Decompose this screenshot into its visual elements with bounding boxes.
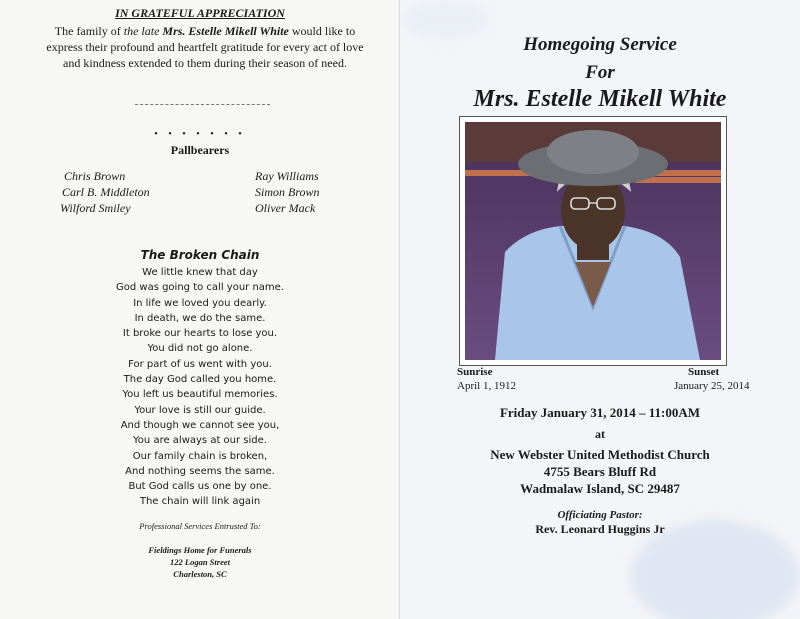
poem-line: In life we loved you dearly. bbox=[133, 297, 267, 309]
funeral-home-street: 122 Logan Street bbox=[170, 557, 230, 567]
poem-line: The day God called you home. bbox=[123, 374, 277, 386]
funeral-home-block bbox=[0, 544, 400, 580]
pallbearers-list-right bbox=[255, 168, 320, 216]
poem-line: But God calls us one by one. bbox=[128, 481, 272, 493]
church-name: New Webster United Methodist Church bbox=[490, 447, 710, 462]
pallbearer-name: Chris Brown bbox=[64, 169, 126, 183]
at-label: at bbox=[595, 427, 605, 441]
poem-body bbox=[0, 265, 400, 510]
sunset-label: Sunset bbox=[688, 366, 720, 378]
poem-line: We little knew that day bbox=[142, 267, 258, 278]
poem-line: For part of us went with you. bbox=[128, 358, 272, 370]
funeral-home-city: Charleston, SC bbox=[173, 569, 227, 579]
pastor-name: Rev. Leonard Huggins Jr bbox=[535, 522, 665, 536]
portrait-photo bbox=[459, 116, 727, 366]
professional-services-label: Professional Services Entrusted To: bbox=[139, 521, 261, 531]
divider-line bbox=[135, 104, 270, 105]
pallbearer-name: Ray Williams bbox=[255, 169, 319, 183]
funeral-home-name: Fieldings Home for Funerals bbox=[148, 545, 252, 555]
service-title-for: For bbox=[585, 62, 615, 83]
poem-line: It broke our hearts to lose you. bbox=[122, 328, 278, 340]
service-datetime: Friday January 31, 2014 – 11:00AM bbox=[499, 405, 701, 420]
service-title: Homegoing Service bbox=[523, 34, 677, 55]
poem-line: And nothing seems the same. bbox=[125, 465, 275, 477]
pallbearers-list-left bbox=[60, 168, 150, 216]
poem-line: You left us beautiful memories. bbox=[122, 389, 278, 401]
portrait-illustration bbox=[465, 122, 721, 360]
poem-line: The chain will link again bbox=[139, 496, 261, 508]
church-block bbox=[400, 446, 800, 497]
poem-line: And though we cannot see you, bbox=[120, 419, 280, 431]
sunrise-label: Sunrise bbox=[457, 366, 493, 378]
pallbearers-heading: Pallbearers bbox=[170, 143, 230, 157]
poem-line: You are always at our side. bbox=[133, 435, 267, 447]
poem-line: God was going to call your name. bbox=[116, 282, 284, 294]
sunrise-date: April 1, 1912 bbox=[457, 380, 516, 392]
dot-divider: • • • • • • • bbox=[154, 129, 246, 140]
poem-line: You did not go alone. bbox=[147, 343, 253, 355]
pallbearer-name: Carl B. Middleton bbox=[62, 185, 150, 199]
poem-line: In death, we do the same. bbox=[134, 312, 266, 324]
appreciation-text: The family of the late Mrs. Estelle Mikell White would like to express their profound and heartfelt gratitude for every act of love and kindness extended to them during their season of need. bbox=[46, 24, 364, 70]
appreciation-title: IN GRATEFUL APPRECIATION bbox=[115, 6, 285, 20]
officiating-label: Officiating Pastor: bbox=[557, 509, 643, 521]
deceased-name: Mrs. Estelle Mikell White bbox=[473, 86, 727, 112]
pallbearer-name: Simon Brown bbox=[255, 185, 320, 199]
poem-line: Your love is still our guide. bbox=[134, 404, 266, 416]
sunset-date: January 25, 2014 bbox=[674, 380, 750, 392]
church-city: Wadmalaw Island, SC 29487 bbox=[520, 481, 680, 496]
poem-title: The Broken Chain bbox=[140, 248, 260, 262]
pallbearer-name: Oliver Mack bbox=[255, 201, 316, 215]
pallbearer-name: Wilford Smiley bbox=[60, 201, 131, 215]
church-street: 4755 Bears Bluff Rd bbox=[543, 464, 657, 479]
poem-line: Our family chain is broken, bbox=[132, 450, 268, 462]
